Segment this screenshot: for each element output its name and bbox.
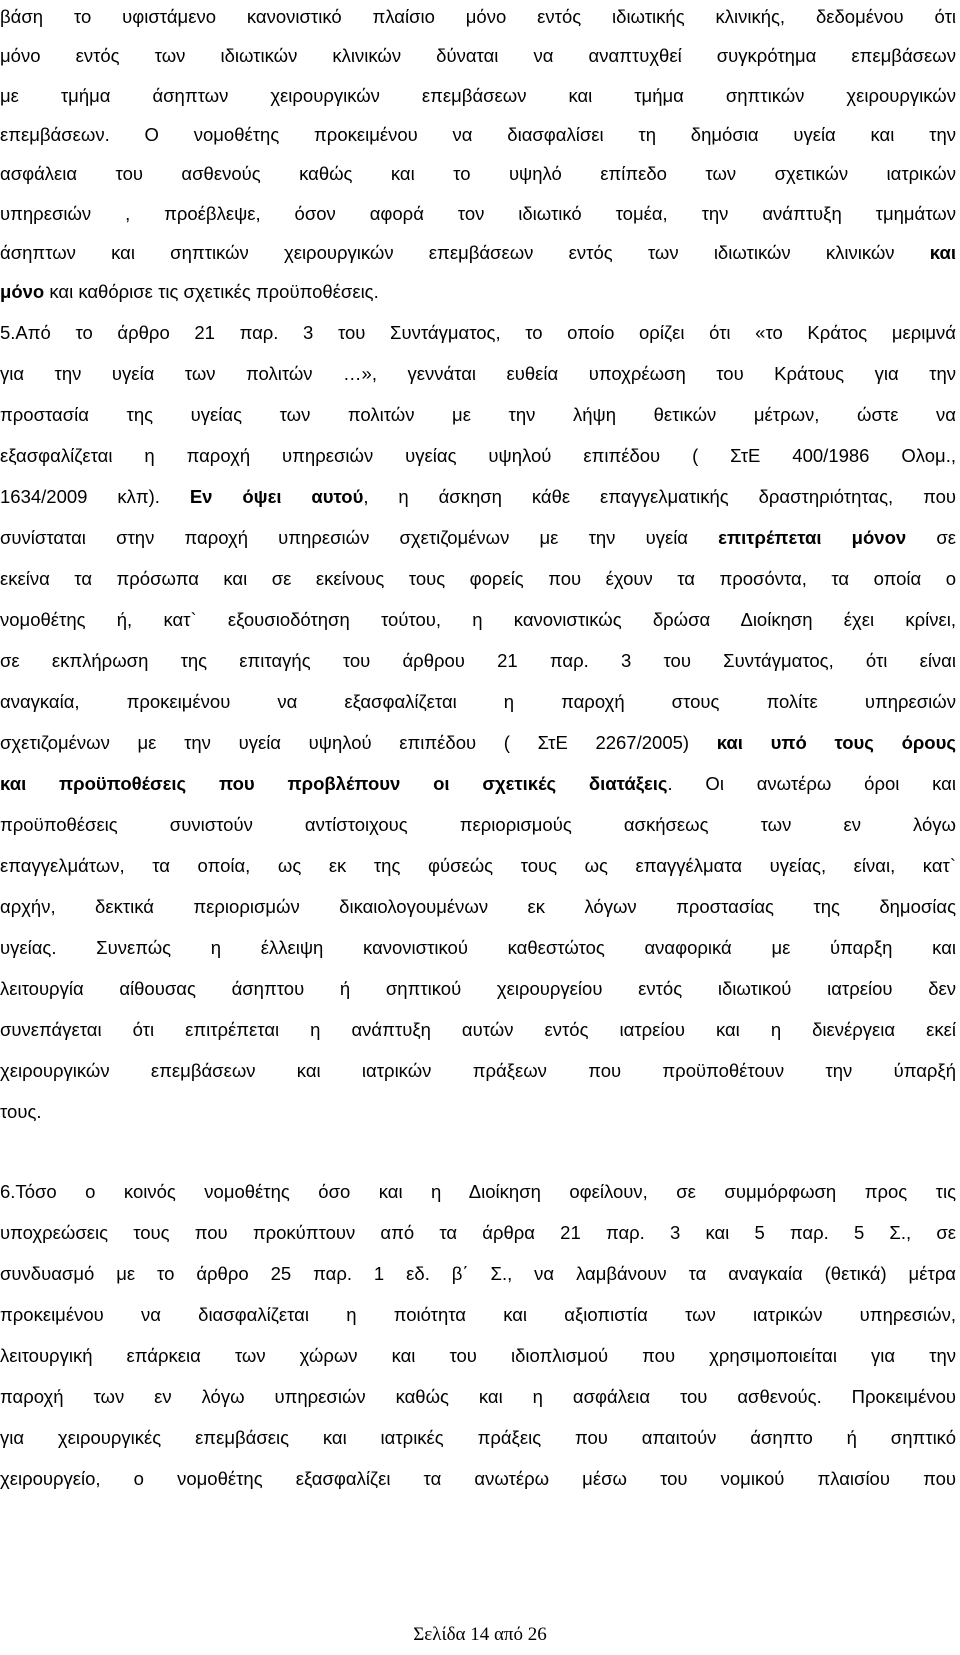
text-line — [0, 773, 956, 795]
text-run: 6.Τόσο ο κοινός νομοθέτης όσο και η Διοίκηση οφείλουν, σε συμμόρφωση προς τις — [0, 1181, 956, 1202]
text-run: με τμήμα άσηπτων χειρουργικών επεμβάσεων και τμήμα σηπτικών χειρουργικών — [0, 85, 956, 106]
bold-text: και προϋποθέσεις που προβλέπουν οι σχετικές διατάξεις — [0, 773, 668, 794]
text-run: χειρουργείο, ο νομοθέτης εξασφαλίζει τα ανωτέρω μέσω του νομικού πλαισίου που — [0, 1468, 956, 1489]
text-line — [0, 1019, 956, 1041]
text-run: συνδυασμό με το άρθρο 25 παρ. 1 εδ. β΄ Σ., να λαμβάνουν τα αναγκαία (θετικά) μέτρα — [0, 1263, 956, 1284]
text-line — [0, 203, 956, 225]
text-line — [0, 609, 956, 631]
text-line — [0, 486, 956, 508]
text-run: και καθόρισε τις σχετικές προϋποθέσεις. — [44, 281, 379, 302]
text-run: νομοθέτης ή, κατ` εξουσιοδότηση τούτου, η κανονιστικώς δρώσα Διοίκηση έχει κρίνει, — [0, 609, 956, 630]
text-run: εκείνα τα πρόσωπα και σε εκείνους τους φορείς που έχουν τα προσόντα, τα οποία ο — [0, 568, 956, 589]
text-run: σχετιζομένων με την υγεία υψηλού επιπέδου ( ΣτΕ 2267/2005) — [0, 732, 717, 753]
text-line — [0, 1222, 956, 1244]
text-line — [0, 937, 956, 959]
text-line — [0, 281, 956, 303]
text-run: υπηρεσιών , προέβλεψε, όσον αφορά τον ιδιωτικό τομέα, την ανάπτυξη τμημάτων — [0, 203, 956, 224]
text-run: για χειρουργικές επεμβάσεις και ιατρικές πράξεις που απαιτούν άσηπτο ή σηπτικό — [0, 1427, 956, 1448]
text-run: άσηπτων και σηπτικών χειρουργικών επεμβάσεων εντός των ιδιωτικών κλινικών — [0, 242, 930, 263]
text-line — [0, 1427, 956, 1449]
text-run: , η άσκηση κάθε επαγγελματικής δραστηριότητας, που — [363, 486, 956, 507]
text-run: για την υγεία των πολιτών …», γεννάται ευθεία υποχρέωση του Κράτους για την — [0, 363, 956, 384]
text-run: συνεπάγεται ότι επιτρέπεται η ανάπτυξη αυτών εντός ιατρείου και η διενέργεια εκεί — [0, 1019, 956, 1040]
text-line — [0, 1060, 956, 1082]
bold-text: και — [929, 242, 956, 263]
text-run: συνίσταται στην παροχή υπηρεσιών σχετιζομένων με την υγεία — [0, 527, 719, 548]
text-line — [0, 404, 956, 426]
text-line — [0, 732, 956, 754]
text-run: σε — [906, 527, 956, 548]
text-line — [0, 691, 956, 713]
text-line — [0, 978, 956, 1000]
bold-text: Εν όψει αυτού — [189, 486, 364, 507]
bold-text: επιτρέπεται μόνον — [718, 527, 907, 548]
text-line — [0, 124, 956, 146]
page-number-footer: Σελίδα 14 από 26 — [413, 1624, 547, 1645]
bold-text: μόνο — [0, 281, 45, 302]
text-run: . Οι ανωτέρω όροι και — [667, 773, 956, 794]
text-run: παροχή των εν λόγω υπηρεσιών καθώς και η ασφάλεια του ασθενούς. Προκειμένου — [0, 1386, 956, 1407]
text-run: προϋποθέσεις συνιστούν αντίστοιχους περιορισμούς ασκήσεως των εν λόγω — [0, 814, 956, 835]
text-line — [0, 1345, 956, 1367]
text-line — [0, 363, 956, 385]
text-line — [0, 1304, 956, 1326]
text-run: λειτουργία αίθουσας άσηπτου ή σηπτικού χειρουργείου εντός ιδιωτικού ιατρείου δεν — [0, 978, 956, 999]
text-run: βάση το υφιστάμενο κανονιστικό πλαίσιο μόνο εντός ιδιωτικής κλινικής, δεδομένου ότι — [0, 6, 956, 27]
text-line — [0, 45, 956, 67]
text-line — [0, 1386, 956, 1408]
text-run: αναγκαία, προκειμένου να εξασφαλίζεται η παροχή στους πολίτε υπηρεσιών — [0, 691, 956, 712]
text-run: τους. — [0, 1101, 42, 1122]
text-line — [0, 527, 956, 549]
text-run: υγείας. Συνεπώς η έλλειψη κανονιστικού καθεστώτος αναφορικά με ύπαρξη και — [0, 937, 956, 958]
text-run: ασφάλεια του ασθενούς καθώς και το υψηλό επίπεδο των σχετικών ιατρικών — [0, 163, 956, 184]
text-line — [0, 855, 956, 877]
text-line — [0, 1181, 956, 1203]
text-line — [0, 568, 956, 590]
text-run: προκειμένου να διασφαλίζεται η ποιότητα και αξιοπιστία των ιατρικών υπηρεσιών, — [0, 1304, 956, 1325]
text-run: εξασφαλίζεται η παροχή υπηρεσιών υγείας υψηλού επιπέδου ( ΣτΕ 400/1986 Ολομ., — [0, 445, 956, 466]
text-run: 1634/2009 κλπ). — [0, 486, 190, 507]
text-line — [0, 650, 956, 672]
text-line — [0, 85, 956, 107]
text-run: υποχρεώσεις τους που προκύπτουν από τα άρθρα 21 παρ. 3 και 5 παρ. 5 Σ., σε — [0, 1222, 956, 1243]
text-run: λειτουργική επάρκεια των χώρων και του ιδιοπλισμού που χρησιμοποιείται για την — [0, 1345, 956, 1366]
text-run: επεμβάσεων. Ο νομοθέτης προκειμένου να διασφαλίσει τη δημόσια υγεία και την — [0, 124, 956, 145]
text-line — [0, 322, 956, 344]
text-run: προστασία της υγείας των πολιτών με την λήψη θετικών μέτρων, ώστε να — [0, 404, 956, 425]
text-line — [0, 814, 956, 836]
text-line — [0, 1468, 956, 1490]
text-line — [0, 242, 956, 264]
text-run: επαγγελμάτων, τα οποία, ως εκ της φύσεώς τους ως επαγγέλματα υγείας, είναι, κατ` — [0, 855, 956, 876]
text-run: 5.Από το άρθρο 21 παρ. 3 του Συντάγματος, το οποίο ορίζει ότι «το Κράτος μεριμνά — [0, 322, 956, 343]
text-line — [0, 1263, 956, 1285]
text-line — [0, 163, 956, 185]
text-run: χειρουργικών επεμβάσεων και ιατρικών πράξεων που προϋποθέτουν την ύπαρξή — [0, 1060, 956, 1081]
text-run: μόνο εντός των ιδιωτικών κλινικών δύναται να αναπτυχθεί συγκρότημα επεμβάσεων — [0, 45, 956, 66]
text-run: σε εκπλήρωση της επιταγής του άρθρου 21 παρ. 3 του Συντάγματος, ότι είναι — [0, 650, 956, 671]
text-line — [0, 896, 956, 918]
bold-text: και υπό τους όρους — [716, 732, 956, 753]
text-line — [0, 445, 956, 467]
text-line — [0, 6, 956, 28]
text-run: αρχήν, δεκτικά περιορισμών δικαιολογουμένων εκ λόγων προστασίας της δημοσίας — [0, 896, 956, 917]
text-line — [0, 1101, 956, 1123]
